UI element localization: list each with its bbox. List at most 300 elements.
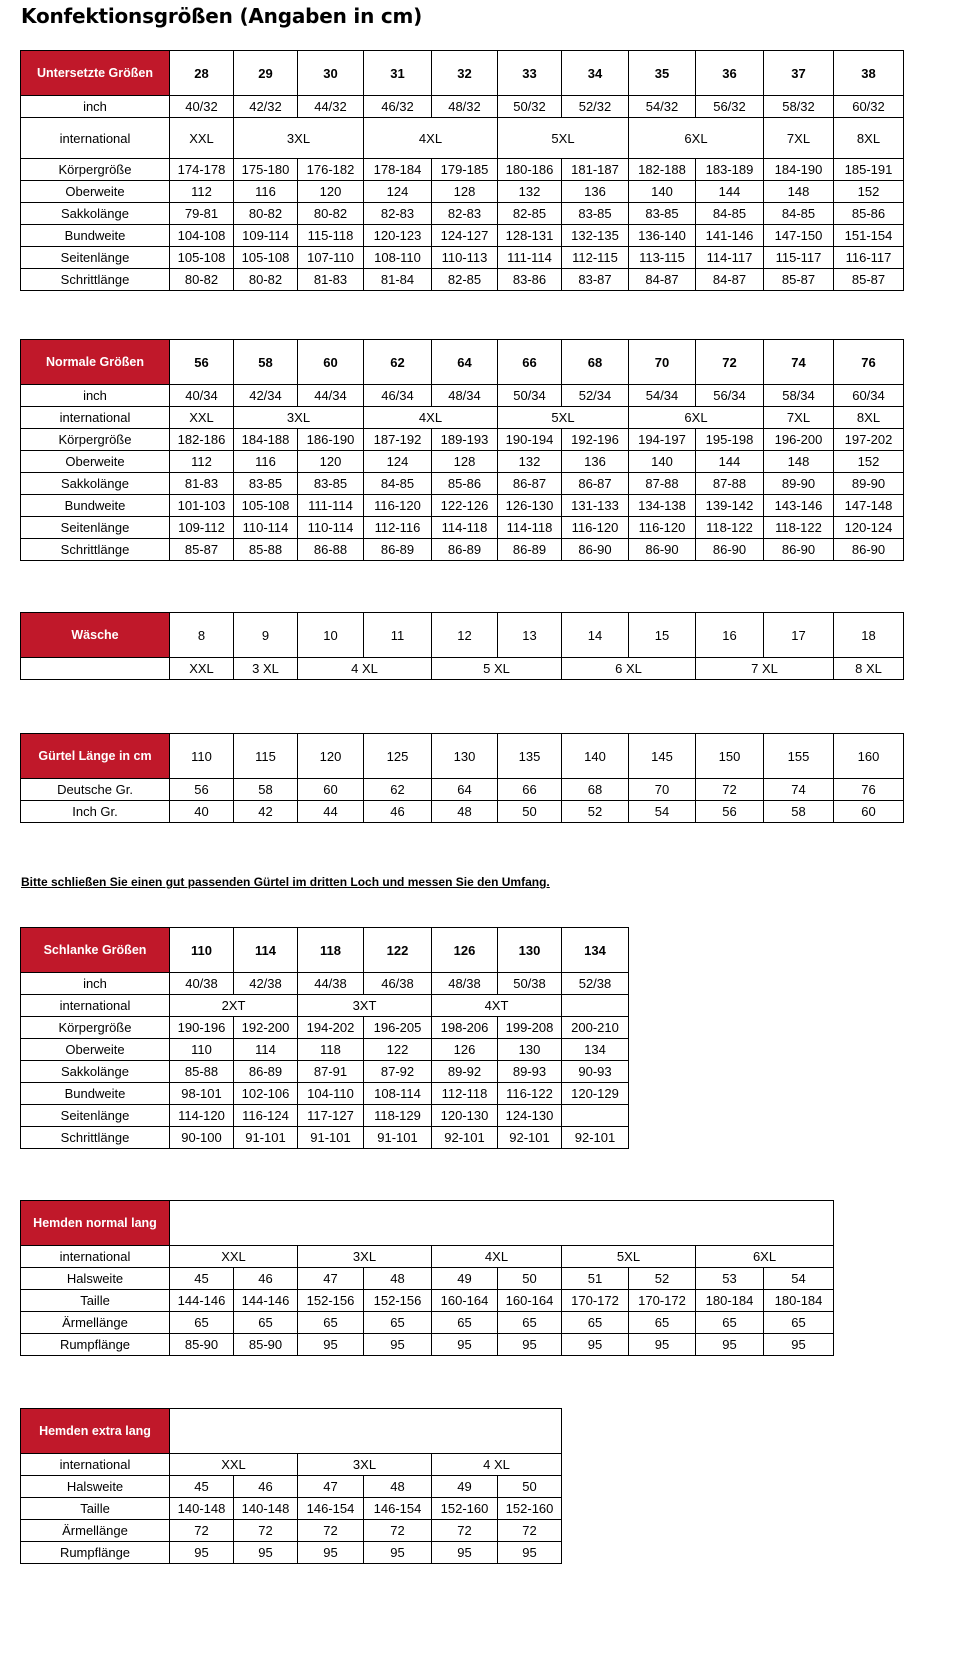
table-cell: 85-87 bbox=[170, 539, 234, 561]
row-label: Ärmellänge bbox=[21, 1312, 170, 1334]
table-cell: 86-87 bbox=[498, 473, 562, 495]
header-cell: 31 bbox=[364, 51, 432, 96]
table-cell: 50/32 bbox=[498, 96, 562, 118]
header-cell: 118 bbox=[298, 928, 364, 973]
table-row bbox=[21, 181, 904, 203]
row-label: Halsweite bbox=[21, 1476, 170, 1498]
table-header-row bbox=[21, 613, 904, 658]
header-cell: 35 bbox=[629, 51, 696, 96]
table-cell: 65 bbox=[432, 1312, 498, 1334]
table-cell: 144-146 bbox=[234, 1290, 298, 1312]
table-cell: 84-85 bbox=[764, 203, 834, 225]
table-cell: 190-196 bbox=[170, 1017, 234, 1039]
table-cell: XXL bbox=[170, 407, 234, 429]
row-label: international bbox=[21, 118, 170, 159]
table-cell: 98-101 bbox=[170, 1083, 234, 1105]
size-table bbox=[20, 1200, 834, 1356]
table-cell: 136-140 bbox=[629, 225, 696, 247]
table-row bbox=[21, 96, 904, 118]
table-cell: 182-188 bbox=[629, 159, 696, 181]
table-cell: 95 bbox=[234, 1542, 298, 1564]
table-cell: 128 bbox=[432, 451, 498, 473]
table-cell: 146-154 bbox=[364, 1498, 432, 1520]
header-cell: 15 bbox=[629, 613, 696, 658]
row-label: Oberweite bbox=[21, 451, 170, 473]
header-cell: 76 bbox=[834, 340, 904, 385]
table-cell: 87-92 bbox=[364, 1061, 432, 1083]
table-cell: 196-205 bbox=[364, 1017, 432, 1039]
table-cell: 42/32 bbox=[234, 96, 298, 118]
table-hemden-extra bbox=[20, 1408, 562, 1564]
table-cell: 180-186 bbox=[498, 159, 562, 181]
table-cell: 58 bbox=[764, 801, 834, 823]
table-cell: 92-101 bbox=[432, 1127, 498, 1149]
table-row bbox=[21, 203, 904, 225]
table-cell: 117-127 bbox=[298, 1105, 364, 1127]
table-cell: 194-202 bbox=[298, 1017, 364, 1039]
table-cell: 52 bbox=[562, 801, 629, 823]
table-cell: 85-88 bbox=[170, 1061, 234, 1083]
table-row bbox=[21, 973, 629, 995]
table-cell: 183-189 bbox=[696, 159, 764, 181]
table-cell: 83-85 bbox=[562, 203, 629, 225]
table-cell: 132 bbox=[498, 181, 562, 203]
row-label: international bbox=[21, 995, 170, 1017]
table-cell: 108-110 bbox=[364, 247, 432, 269]
header-cell: 32 bbox=[432, 51, 498, 96]
size-table bbox=[20, 612, 904, 680]
table-cell: 54/32 bbox=[629, 96, 696, 118]
table-cell: 87-88 bbox=[629, 473, 696, 495]
table-cell: 128-131 bbox=[498, 225, 562, 247]
table-cell: 95 bbox=[364, 1542, 432, 1564]
table-cell: 65 bbox=[234, 1312, 298, 1334]
table-cell: 58/34 bbox=[764, 385, 834, 407]
row-label: Sakkolänge bbox=[21, 203, 170, 225]
table-row bbox=[21, 247, 904, 269]
table-cell: 116 bbox=[234, 451, 298, 473]
header-cell: 28 bbox=[170, 51, 234, 96]
table-header-label: Wäsche bbox=[21, 613, 170, 658]
table-cell: 120-130 bbox=[432, 1105, 498, 1127]
table-cell: 89-93 bbox=[498, 1061, 562, 1083]
table-row bbox=[21, 539, 904, 561]
table-cell: 83-85 bbox=[298, 473, 364, 495]
table-cell: 5XL bbox=[498, 407, 629, 429]
row-label: Bundweite bbox=[21, 1083, 170, 1105]
table-cell: 50 bbox=[498, 1268, 562, 1290]
table-cell: 89-90 bbox=[834, 473, 904, 495]
header-cell: 10 bbox=[298, 613, 364, 658]
header-cell: 150 bbox=[696, 734, 764, 779]
table-cell: 120 bbox=[298, 451, 364, 473]
table-cell: 86-90 bbox=[834, 539, 904, 561]
table-cell: 47 bbox=[298, 1268, 364, 1290]
header-cell: 9 bbox=[234, 613, 298, 658]
table-cell: 45 bbox=[170, 1268, 234, 1290]
table-cell: 84-85 bbox=[364, 473, 432, 495]
table-cell: 72 bbox=[498, 1520, 562, 1542]
table-cell: 110-114 bbox=[298, 517, 364, 539]
table-cell: 196-200 bbox=[764, 429, 834, 451]
table-cell: 95 bbox=[498, 1334, 562, 1356]
table-cell: 146-154 bbox=[298, 1498, 364, 1520]
table-cell: 84-87 bbox=[696, 269, 764, 291]
table-cell: 199-208 bbox=[498, 1017, 562, 1039]
header-cell: 114 bbox=[234, 928, 298, 973]
header-cell: 68 bbox=[562, 340, 629, 385]
row-label: Oberweite bbox=[21, 181, 170, 203]
table-cell: 40 bbox=[170, 801, 234, 823]
table-cell: 86-89 bbox=[364, 539, 432, 561]
table-cell: 72 bbox=[170, 1520, 234, 1542]
header-cell: 11 bbox=[364, 613, 432, 658]
header-cell: 135 bbox=[498, 734, 562, 779]
table-cell: 60 bbox=[834, 801, 904, 823]
table-cell: 81-83 bbox=[170, 473, 234, 495]
table-cell: 40/34 bbox=[170, 385, 234, 407]
table-cell: 95 bbox=[170, 1542, 234, 1564]
table-cell: 65 bbox=[170, 1312, 234, 1334]
table-cell: 65 bbox=[764, 1312, 834, 1334]
table-cell: 95 bbox=[432, 1542, 498, 1564]
table-cell: 178-184 bbox=[364, 159, 432, 181]
table-cell: 42/34 bbox=[234, 385, 298, 407]
table-cell: 84-87 bbox=[629, 269, 696, 291]
size-table bbox=[20, 339, 904, 561]
table-cell: 52/38 bbox=[562, 973, 629, 995]
table-cell: 48/34 bbox=[432, 385, 498, 407]
table-cell: 46 bbox=[234, 1268, 298, 1290]
table-cell: 128 bbox=[432, 181, 498, 203]
header-cell: 115 bbox=[234, 734, 298, 779]
table-cell: 4XL bbox=[432, 1246, 562, 1268]
table-cell: 6XL bbox=[629, 118, 764, 159]
table-cell: 3XL bbox=[298, 1246, 432, 1268]
table-cell: 152-160 bbox=[432, 1498, 498, 1520]
table-cell: 95 bbox=[364, 1334, 432, 1356]
table-cell: 80-82 bbox=[298, 203, 364, 225]
table-cell: 105-108 bbox=[234, 247, 298, 269]
table-cell: 50 bbox=[498, 801, 562, 823]
table-row bbox=[21, 1039, 629, 1061]
table-schlanke bbox=[20, 927, 629, 1149]
table-cell: 104-108 bbox=[170, 225, 234, 247]
table-cell: 144 bbox=[696, 181, 764, 203]
table-cell: 147-150 bbox=[764, 225, 834, 247]
table-cell: 65 bbox=[498, 1312, 562, 1334]
table-cell: 102-106 bbox=[234, 1083, 298, 1105]
header-cell: 29 bbox=[234, 51, 298, 96]
table-cell: 140 bbox=[629, 451, 696, 473]
table-cell: 151-154 bbox=[834, 225, 904, 247]
table-cell: 86-90 bbox=[562, 539, 629, 561]
table-cell: 7XL bbox=[764, 118, 834, 159]
table-cell: 141-146 bbox=[696, 225, 764, 247]
table-cell: 46/38 bbox=[364, 973, 432, 995]
table-cell: 148 bbox=[764, 451, 834, 473]
table-cell: 108-114 bbox=[364, 1083, 432, 1105]
table-cell bbox=[562, 1105, 629, 1127]
table-waesche bbox=[20, 612, 904, 680]
table-cell: 48/32 bbox=[432, 96, 498, 118]
table-cell: 140-148 bbox=[170, 1498, 234, 1520]
table-cell: 95 bbox=[298, 1334, 364, 1356]
table-cell: 46 bbox=[364, 801, 432, 823]
header-cell: 110 bbox=[170, 734, 234, 779]
table-row bbox=[21, 225, 904, 247]
table-cell: 115-118 bbox=[298, 225, 364, 247]
table-row bbox=[21, 407, 904, 429]
table-cell: 7 XL bbox=[696, 658, 834, 680]
table-cell: 143-146 bbox=[764, 495, 834, 517]
table-header-row bbox=[21, 1201, 834, 1246]
table-cell: 50/34 bbox=[498, 385, 562, 407]
table-cell: 124-127 bbox=[432, 225, 498, 247]
table-cell: 136 bbox=[562, 181, 629, 203]
table-cell: 95 bbox=[764, 1334, 834, 1356]
table-row bbox=[21, 658, 904, 680]
table-cell: 116-120 bbox=[562, 517, 629, 539]
table-cell: 87-91 bbox=[298, 1061, 364, 1083]
header-cell: 37 bbox=[764, 51, 834, 96]
table-cell: 112 bbox=[170, 181, 234, 203]
table-cell: 152-160 bbox=[498, 1498, 562, 1520]
header-cell: 126 bbox=[432, 928, 498, 973]
table-cell: 42/38 bbox=[234, 973, 298, 995]
row-label: Bundweite bbox=[21, 225, 170, 247]
table-row bbox=[21, 1542, 562, 1564]
table-cell: 54 bbox=[629, 801, 696, 823]
table-cell: 112 bbox=[170, 451, 234, 473]
table-cell: 50/38 bbox=[498, 973, 562, 995]
header-cell: 18 bbox=[834, 613, 904, 658]
table-cell: 160-164 bbox=[432, 1290, 498, 1312]
table-cell: 53 bbox=[696, 1268, 764, 1290]
size-table bbox=[20, 927, 629, 1149]
table-cell: 185-191 bbox=[834, 159, 904, 181]
table-cell: 198-206 bbox=[432, 1017, 498, 1039]
table-cell: 52/32 bbox=[562, 96, 629, 118]
table-cell: 85-90 bbox=[170, 1334, 234, 1356]
table-cell: 134 bbox=[562, 1039, 629, 1061]
table-cell: 65 bbox=[696, 1312, 764, 1334]
table-cell: 114 bbox=[234, 1039, 298, 1061]
table-cell: 95 bbox=[629, 1334, 696, 1356]
table-row bbox=[21, 1498, 562, 1520]
table-cell: 114-117 bbox=[696, 247, 764, 269]
header-cell: 155 bbox=[764, 734, 834, 779]
table-cell: 46/34 bbox=[364, 385, 432, 407]
table-cell: 7XL bbox=[764, 407, 834, 429]
table-cell: 91-101 bbox=[234, 1127, 298, 1149]
table-cell: 45 bbox=[170, 1476, 234, 1498]
table-cell: 81-83 bbox=[298, 269, 364, 291]
table-cell: 4XL bbox=[364, 407, 498, 429]
table-cell: 152-156 bbox=[364, 1290, 432, 1312]
row-label: Seitenlänge bbox=[21, 517, 170, 539]
table-cell: 114-118 bbox=[432, 517, 498, 539]
table-cell: 56/32 bbox=[696, 96, 764, 118]
header-cell: 70 bbox=[629, 340, 696, 385]
row-label: Rumpflänge bbox=[21, 1542, 170, 1564]
table-cell: 116-122 bbox=[498, 1083, 562, 1105]
row-label: inch bbox=[21, 385, 170, 407]
table-cell: 48 bbox=[364, 1268, 432, 1290]
table-cell: 110 bbox=[170, 1039, 234, 1061]
table-cell: 148 bbox=[764, 181, 834, 203]
table-cell: 48 bbox=[432, 801, 498, 823]
table-cell: XXL bbox=[170, 1246, 298, 1268]
table-cell: 60/32 bbox=[834, 96, 904, 118]
table-cell: 124 bbox=[364, 451, 432, 473]
table-cell: 187-192 bbox=[364, 429, 432, 451]
table-cell: 5 XL bbox=[432, 658, 562, 680]
table-row bbox=[21, 473, 904, 495]
table-header-row bbox=[21, 340, 904, 385]
header-cell: 66 bbox=[498, 340, 562, 385]
table-cell: 8XL bbox=[834, 118, 904, 159]
table-cell: 5XL bbox=[562, 1246, 696, 1268]
table-cell: 184-190 bbox=[764, 159, 834, 181]
table-guertel bbox=[20, 733, 904, 823]
table-cell: 85-88 bbox=[234, 539, 298, 561]
row-label: Ärmellänge bbox=[21, 1520, 170, 1542]
row-label: Taille bbox=[21, 1290, 170, 1312]
table-cell: 192-196 bbox=[562, 429, 629, 451]
table-cell: 82-85 bbox=[432, 269, 498, 291]
table-cell: 72 bbox=[234, 1520, 298, 1542]
table-cell: 84-85 bbox=[696, 203, 764, 225]
table-cell: 83-85 bbox=[629, 203, 696, 225]
header-cell: 58 bbox=[234, 340, 298, 385]
table-cell: 86-90 bbox=[764, 539, 834, 561]
table-cell: 112-115 bbox=[562, 247, 629, 269]
table-header-label: Normale Größen bbox=[21, 340, 170, 385]
size-table bbox=[20, 50, 904, 291]
table-cell: 120-123 bbox=[364, 225, 432, 247]
table-cell: 182-186 bbox=[170, 429, 234, 451]
row-label: Oberweite bbox=[21, 1039, 170, 1061]
table-cell: 65 bbox=[364, 1312, 432, 1334]
header-cell: 110 bbox=[170, 928, 234, 973]
table-cell: 44 bbox=[298, 801, 364, 823]
table-cell: 112-116 bbox=[364, 517, 432, 539]
table-cell: 111-114 bbox=[298, 495, 364, 517]
row-label: Seitenlänge bbox=[21, 247, 170, 269]
table-cell: 66 bbox=[498, 779, 562, 801]
table-cell: 79-81 bbox=[170, 203, 234, 225]
table-cell: 54 bbox=[764, 1268, 834, 1290]
table-cell: 68 bbox=[562, 779, 629, 801]
table-cell: 8XL bbox=[834, 407, 904, 429]
table-cell: XXL bbox=[170, 658, 234, 680]
header-cell: 130 bbox=[498, 928, 562, 973]
header-cell: 14 bbox=[562, 613, 629, 658]
table-cell: 126 bbox=[432, 1039, 498, 1061]
table-row bbox=[21, 1061, 629, 1083]
table-header-label: Hemden normal lang bbox=[21, 1201, 170, 1246]
table-cell: 89-92 bbox=[432, 1061, 498, 1083]
row-label: Schrittlänge bbox=[21, 539, 170, 561]
table-cell: 86-89 bbox=[234, 1061, 298, 1083]
table-cell: 85-87 bbox=[764, 269, 834, 291]
header-cell: 62 bbox=[364, 340, 432, 385]
table-cell: 51 bbox=[562, 1268, 629, 1290]
table-header-row bbox=[21, 1409, 562, 1454]
table-cell: 3XL bbox=[234, 407, 364, 429]
table-cell: 112-118 bbox=[432, 1083, 498, 1105]
table-cell: 152 bbox=[834, 451, 904, 473]
table-cell: 86-90 bbox=[696, 539, 764, 561]
header-cell: 122 bbox=[364, 928, 432, 973]
table-header-row bbox=[21, 734, 904, 779]
table-row bbox=[21, 1334, 834, 1356]
table-cell: 147-148 bbox=[834, 495, 904, 517]
table-cell bbox=[562, 995, 629, 1017]
row-label: Inch Gr. bbox=[21, 801, 170, 823]
table-row bbox=[21, 495, 904, 517]
table-cell: 179-185 bbox=[432, 159, 498, 181]
table-cell: 83-86 bbox=[498, 269, 562, 291]
table-cell: 86-87 bbox=[562, 473, 629, 495]
header-cell: 17 bbox=[764, 613, 834, 658]
page-title: Konfektionsgrößen (Angaben in cm) bbox=[21, 4, 423, 28]
table-cell: 82-83 bbox=[364, 203, 432, 225]
table-cell: 80-82 bbox=[234, 203, 298, 225]
table-cell: 8 XL bbox=[834, 658, 904, 680]
table-cell: 4XL bbox=[364, 118, 498, 159]
table-row bbox=[21, 1476, 562, 1498]
row-label: Körpergröße bbox=[21, 429, 170, 451]
header-cell: 38 bbox=[834, 51, 904, 96]
table-cell: 152-156 bbox=[298, 1290, 364, 1312]
row-label: Rumpflänge bbox=[21, 1334, 170, 1356]
table-header-label: Untersetzte Größen bbox=[21, 51, 170, 96]
table-cell: 87-88 bbox=[696, 473, 764, 495]
table-cell: 95 bbox=[562, 1334, 629, 1356]
table-cell: 131-133 bbox=[562, 495, 629, 517]
row-label: Seitenlänge bbox=[21, 1105, 170, 1127]
header-cell: 36 bbox=[696, 51, 764, 96]
table-cell: 4 XL bbox=[298, 658, 432, 680]
table-row bbox=[21, 429, 904, 451]
table-cell: 180-184 bbox=[696, 1290, 764, 1312]
header-cell: 30 bbox=[298, 51, 364, 96]
table-cell: 49 bbox=[432, 1476, 498, 1498]
table-cell: XXL bbox=[170, 118, 234, 159]
table-cell: 180-184 bbox=[764, 1290, 834, 1312]
table-cell: 115-117 bbox=[764, 247, 834, 269]
table-header-label: Hemden extra lang bbox=[21, 1409, 170, 1454]
table-cell: 116-124 bbox=[234, 1105, 298, 1127]
table-cell: 44/34 bbox=[298, 385, 364, 407]
table-cell: 85-86 bbox=[834, 203, 904, 225]
table-cell: 118-122 bbox=[764, 517, 834, 539]
table-untersetzte bbox=[20, 50, 904, 291]
table-cell: 76 bbox=[834, 779, 904, 801]
table-row bbox=[21, 995, 629, 1017]
table-cell: 160-164 bbox=[498, 1290, 562, 1312]
table-cell: 118-122 bbox=[696, 517, 764, 539]
table-cell: 60 bbox=[298, 779, 364, 801]
table-cell: 86-88 bbox=[298, 539, 364, 561]
header-cell: 33 bbox=[498, 51, 562, 96]
table-cell: 64 bbox=[432, 779, 498, 801]
table-row bbox=[21, 1268, 834, 1290]
table-cell: 3XL bbox=[234, 118, 364, 159]
table-cell: 86-90 bbox=[629, 539, 696, 561]
